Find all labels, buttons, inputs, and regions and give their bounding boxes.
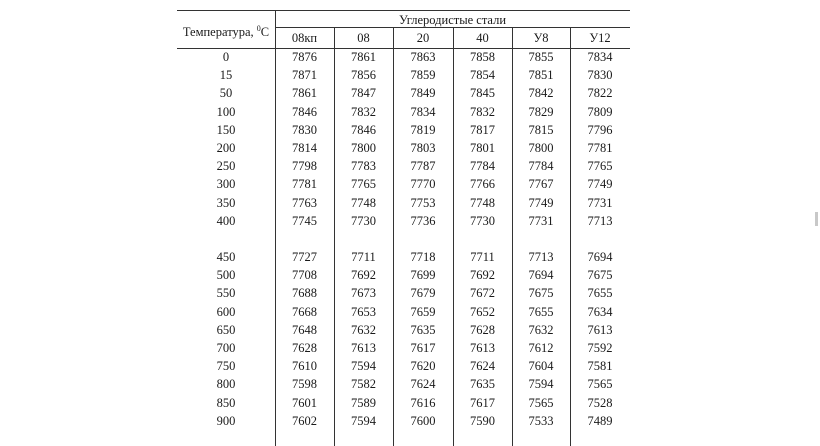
density-cell: 7787 <box>410 159 436 174</box>
density-cell: 7655 <box>587 286 613 301</box>
top-border <box>177 10 630 11</box>
temperature-cell: 650 <box>216 322 236 337</box>
grade-header: 20 <box>416 31 430 45</box>
density-cell: 7845 <box>470 86 495 101</box>
density-cell: 7770 <box>410 177 436 192</box>
density-cell: 7832 <box>351 104 376 119</box>
density-cell: 7851 <box>528 68 554 83</box>
density-cell: 7590 <box>470 413 495 428</box>
density-cell: 7745 <box>292 213 317 228</box>
density-cell: 7635 <box>470 377 495 392</box>
density-cell: 7830 <box>587 68 613 83</box>
density-cell: 7846 <box>292 104 317 119</box>
temperature-cell: 800 <box>216 377 236 392</box>
density-cell: 7675 <box>528 286 554 301</box>
density-cell: 7846 <box>351 122 376 137</box>
density-cell: 7784 <box>528 159 554 174</box>
temperature-cell: 400 <box>216 213 236 228</box>
density-cell: 7834 <box>587 50 613 64</box>
density-cell: 7616 <box>410 395 436 410</box>
density-cell: 7604 <box>528 359 554 374</box>
density-cell: 7679 <box>410 286 436 301</box>
grade-header: У12 <box>589 31 611 45</box>
density-cell: 7713 <box>528 250 554 264</box>
density-cell: 7711 <box>351 250 376 264</box>
density-cell: 7694 <box>587 250 613 264</box>
density-cell: 7861 <box>292 86 317 101</box>
density-cell: 7871 <box>292 68 317 83</box>
density-cell: 7854 <box>470 68 495 83</box>
temperature-header-label: Температура, <box>182 25 257 39</box>
density-cell: 7834 <box>410 104 436 119</box>
edge-artifact <box>815 212 818 226</box>
density-cell: 7767 <box>528 177 554 192</box>
density-cell: 7856 <box>351 68 376 83</box>
density-cell: 7861 <box>351 50 376 64</box>
temperature-header <box>177 24 275 40</box>
density-cell: 7817 <box>470 122 495 137</box>
density-cell: 7783 <box>351 159 376 174</box>
density-cell: 7801 <box>470 141 495 155</box>
density-cell: 7613 <box>351 341 376 355</box>
density-cell: 7600 <box>410 413 436 428</box>
temperature-cell: 250 <box>216 159 236 174</box>
density-cell: 7594 <box>351 413 376 428</box>
density-cell: 7731 <box>528 213 554 228</box>
density-cell: 7613 <box>587 322 613 337</box>
temperature-cell: 15 <box>219 68 233 83</box>
density-cell: 7581 <box>587 359 613 374</box>
density-cell: 7748 <box>470 195 495 210</box>
density-cell: 7634 <box>587 304 613 319</box>
temperature-cell: 500 <box>216 268 236 283</box>
density-cell: 7565 <box>528 395 554 410</box>
density-cell: 7727 <box>292 250 317 264</box>
density-cell: 7730 <box>351 213 376 228</box>
density-cell: 7781 <box>587 141 613 155</box>
density-cell: 7708 <box>292 268 317 283</box>
header-bottom-border <box>177 48 630 49</box>
density-cell: 7601 <box>292 395 317 410</box>
density-cell: 7766 <box>470 177 495 192</box>
density-cell: 7842 <box>528 86 554 101</box>
density-cell: 7765 <box>351 177 376 192</box>
density-cell: 7713 <box>587 213 613 228</box>
temperature-unit-label: С <box>260 25 270 39</box>
density-cell: 7800 <box>351 141 376 155</box>
density-cell: 7598 <box>292 377 317 392</box>
grade-header: 40 <box>476 31 489 45</box>
grade-header: У8 <box>533 31 549 45</box>
temperature-cell: 450 <box>216 250 236 264</box>
density-cell: 7668 <box>292 304 317 319</box>
density-cell: 7753 <box>410 195 436 210</box>
density-cell: 7711 <box>470 250 495 264</box>
density-cell: 7628 <box>470 322 495 337</box>
temperature-cell: 550 <box>216 286 236 301</box>
density-cell: 7672 <box>470 286 495 301</box>
density-cell: 7533 <box>528 413 554 428</box>
temperature-cell: 750 <box>216 359 236 374</box>
density-cell: 7617 <box>470 395 495 410</box>
temperature-cell: 850 <box>216 395 236 410</box>
density-cell: 7592 <box>587 341 613 355</box>
density-cell: 7858 <box>470 50 495 64</box>
density-cell: 7830 <box>292 122 317 137</box>
density-cell: 7814 <box>292 141 317 155</box>
density-cell: 7748 <box>351 195 376 210</box>
temperature-cell: 100 <box>216 104 236 119</box>
density-cell: 7736 <box>410 213 436 228</box>
temperature-cell: 700 <box>216 341 236 355</box>
density-cell: 7855 <box>528 50 554 64</box>
density-cell: 7849 <box>410 86 436 101</box>
density-cell: 7859 <box>410 68 436 83</box>
density-cell: 7610 <box>292 359 317 374</box>
density-cell: 7635 <box>410 322 436 337</box>
density-cell: 7822 <box>587 86 613 101</box>
density-cell: 7847 <box>351 86 376 101</box>
density-cell: 7628 <box>292 341 317 355</box>
density-cell: 7781 <box>292 177 317 192</box>
density-cell: 7613 <box>470 341 495 355</box>
density-cell: 7688 <box>292 286 317 301</box>
density-cell: 7489 <box>587 413 613 428</box>
density-cell: 7803 <box>410 141 436 155</box>
density-cell: 7829 <box>528 104 554 119</box>
density-cell: 7653 <box>351 304 376 319</box>
density-cell: 7692 <box>351 268 376 283</box>
density-cell: 7612 <box>528 341 554 355</box>
density-cell: 7694 <box>528 268 554 283</box>
temperature-cell: 0 <box>222 50 230 64</box>
density-cell: 7731 <box>587 195 613 210</box>
density-cell: 7863 <box>410 50 436 64</box>
density-cell: 7659 <box>410 304 436 319</box>
density-cell: 7730 <box>470 213 495 228</box>
density-cell: 7699 <box>410 268 436 283</box>
density-cell: 7815 <box>528 122 554 137</box>
density-cell: 7632 <box>528 322 554 337</box>
temperature-cell: 900 <box>216 413 236 428</box>
temperature-cell: 600 <box>216 304 236 319</box>
density-cell: 7594 <box>528 377 554 392</box>
density-cell: 7582 <box>351 377 376 392</box>
density-cell: 7673 <box>351 286 376 301</box>
temperature-cell: 300 <box>216 177 236 192</box>
carbon-steels-header: Углеродистые стали <box>398 13 507 27</box>
density-cell: 7632 <box>351 322 376 337</box>
steel-density-table <box>177 10 630 446</box>
density-cell: 7652 <box>470 304 495 319</box>
density-cell: 7692 <box>470 268 495 283</box>
density-cell: 7718 <box>410 250 436 264</box>
density-cell: 7565 <box>587 377 613 392</box>
temperature-cell: 200 <box>216 141 236 155</box>
density-cell: 7784 <box>470 159 495 174</box>
density-cell: 7763 <box>292 195 317 210</box>
temperature-unit-degree: 0 <box>256 24 261 33</box>
density-cell: 7800 <box>528 141 554 155</box>
density-cell: 7528 <box>587 395 613 410</box>
density-cell: 7624 <box>470 359 495 374</box>
density-cell: 7796 <box>587 122 613 137</box>
density-cell: 7876 <box>292 50 317 64</box>
temperature-cell: 350 <box>216 195 236 210</box>
density-cell: 7749 <box>528 195 554 210</box>
density-cell: 7648 <box>292 322 317 337</box>
density-cell: 7589 <box>351 395 376 410</box>
density-cell: 7749 <box>587 177 613 192</box>
density-cell: 7765 <box>587 159 613 174</box>
density-cell: 7594 <box>351 359 376 374</box>
density-cell: 7819 <box>410 122 436 137</box>
density-cell: 7617 <box>410 341 436 355</box>
density-cell: 7675 <box>587 268 613 283</box>
density-cell: 7624 <box>410 377 436 392</box>
density-cell: 7809 <box>587 104 613 119</box>
grade-header: 08кп <box>291 31 318 45</box>
density-cell: 7798 <box>292 159 317 174</box>
grade-header: 08 <box>357 31 370 45</box>
temperature-cell: 50 <box>219 86 233 101</box>
density-cell: 7602 <box>292 413 317 428</box>
density-cell: 7832 <box>470 104 495 119</box>
temperature-cell: 150 <box>216 122 236 137</box>
density-cell: 7620 <box>410 359 436 374</box>
density-cell: 7655 <box>528 304 554 319</box>
